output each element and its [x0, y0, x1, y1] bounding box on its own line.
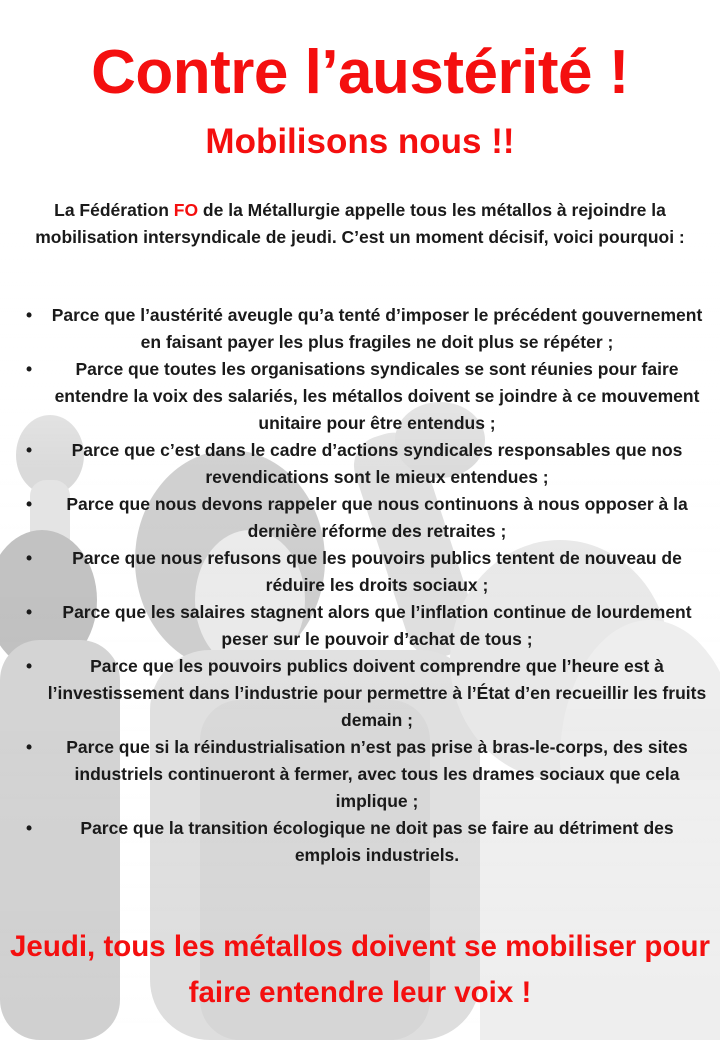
list-item	[20, 356, 708, 437]
bullet-icon: •	[26, 602, 33, 622]
fo-highlight: FO	[173, 200, 199, 220]
intro-text-end: de la Métallurgie appelle tous les métallos à rejoindre la mobilisation intersyndicale de jeudi. C’est un moment décisif, voici pourquoi :	[35, 200, 685, 247]
closing-call-to-action: Jeudi, tous les métallos doivent se mobiliser pour faire entendre leur voix !	[10, 930, 710, 1009]
bullet-icon: •	[26, 737, 33, 757]
list-item	[20, 653, 708, 734]
bullet-icon: •	[26, 656, 33, 676]
list-item	[20, 599, 708, 653]
bullet-icon: •	[26, 440, 33, 460]
intro-paragraph	[22, 197, 698, 251]
list-item	[20, 734, 708, 815]
list-item-text: Parce que l’austérité aveugle qu’a tenté d’imposer le précédent gouvernement en faisant payer les plus fragiles ne doit plus se répéter ;	[51, 305, 703, 352]
bullet-icon: •	[26, 548, 33, 568]
list-item-text: Parce que nous refusons que les pouvoirs publics tentent de nouveau de réduire les droits sociaux ;	[72, 548, 682, 595]
list-item-text: Parce que nous devons rappeler que nous continuons à nous opposer à la dernière réforme des retraites ;	[66, 494, 688, 541]
bullet-icon: •	[26, 305, 33, 325]
intro-text-start: La Fédération	[54, 200, 174, 220]
list-item-text: Parce que les pouvoirs publics doivent comprendre que l’heure est à l’investissement dans l’industrie pour permettre à l’État d’en recueillir les fruits demain ;	[47, 656, 707, 730]
list-item	[20, 491, 708, 545]
list-item	[20, 545, 708, 599]
bullet-icon: •	[26, 494, 33, 514]
list-item	[20, 815, 708, 869]
list-item	[20, 302, 708, 356]
list-item-text: Parce que si la réindustrialisation n’est pas prise à bras-le-corps, des sites industriels continueront à fermer, avec tous les drames sociaux que cela implique ;	[66, 737, 688, 811]
reasons-list	[20, 302, 708, 869]
bullet-icon: •	[26, 818, 33, 838]
list-item-text: Parce que les salaires stagnent alors que l’inflation continue de lourdement peser sur le pouvoir d’achat de tous ;	[62, 602, 692, 649]
list-item-text: Parce que c’est dans le cadre d’actions syndicales responsables que nos revendications sont le mieux entendues ;	[71, 440, 683, 487]
page-title: Contre l’austérité !	[91, 38, 629, 107]
bullet-icon: •	[26, 359, 33, 379]
page-subtitle: Mobilisons nous !!	[205, 122, 515, 161]
list-item-text: Parce que toutes les organisations syndicales se sont réunies pour faire entendre la voix des salariés, les métallos doivent se joindre à ce mouvement unitaire pour être entendus ;	[54, 359, 700, 433]
list-item-text: Parce que la transition écologique ne doit pas se faire au détriment des emplois industriels.	[80, 818, 674, 865]
list-item	[20, 437, 708, 491]
